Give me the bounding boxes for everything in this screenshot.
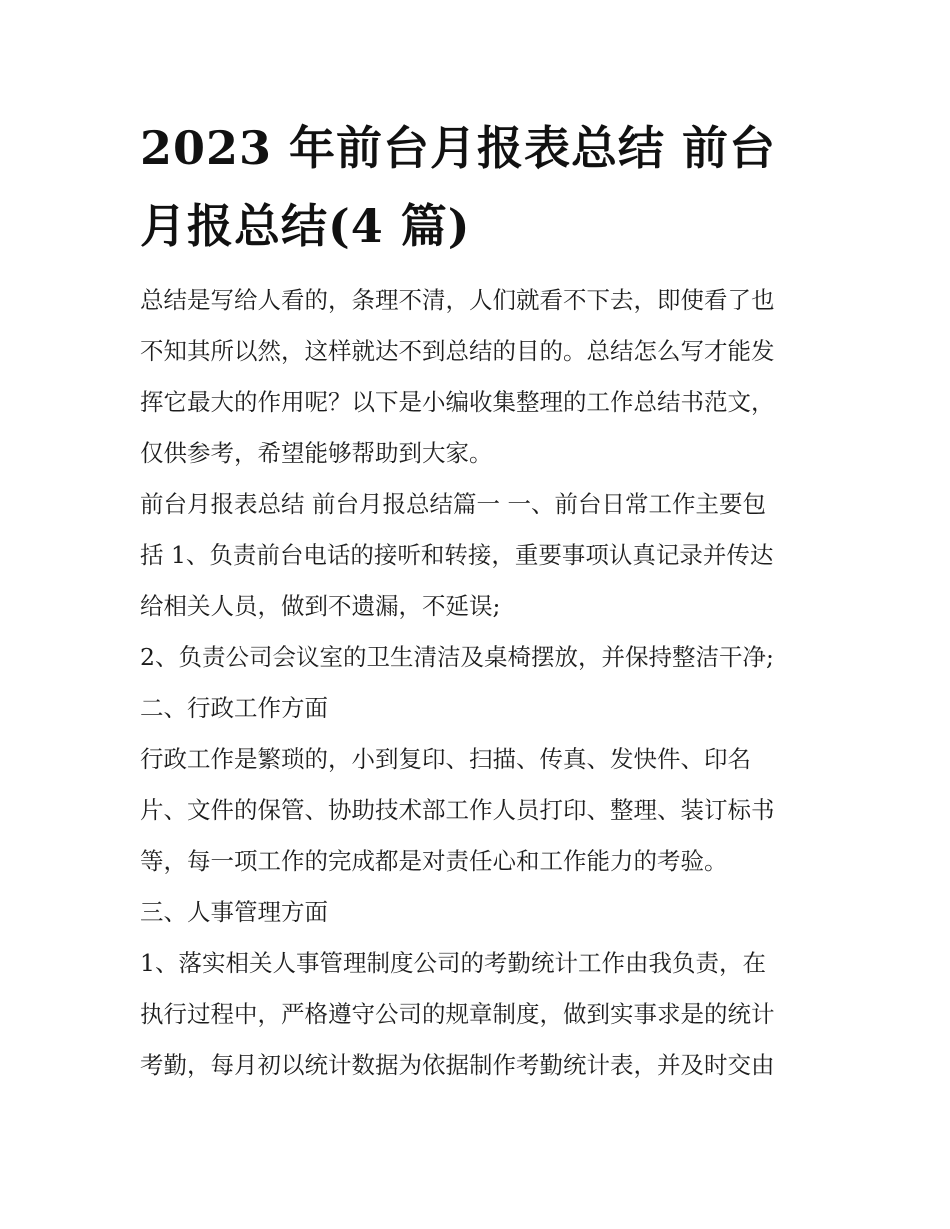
body-line-6: 括 1、负责前台电话的接听和转接，重要事项认真记录并传达: [140, 541, 774, 569]
body-line-10: 行政工作是繁琐的，小到复印、扫描、传真、发快件、印名: [140, 745, 751, 773]
body-line-8: 2、负责公司会议室的卫生清洁及桌椅摆放，并保持整洁干净;: [140, 643, 774, 671]
document-title-line-2: 月报总结(4 篇): [140, 199, 471, 253]
body-line-1: 总结是写给人看的，条理不清，人们就看不下去，即使看了也: [140, 286, 775, 314]
body-line-3: 挥它最大的作用呢？以下是小编收集整理的工作总结书范文，: [140, 388, 775, 416]
body-line-4: 仅供参考，希望能够帮助到大家。: [140, 439, 493, 467]
body-line-12: 等，每一项工作的完成都是对责任心和工作能力的考验。: [140, 847, 728, 875]
section-heading-admin: 二、行政工作方面: [140, 694, 328, 722]
body-line-5: 前台月报表总结 前台月报总结篇一 一、前台日常工作主要包: [140, 490, 766, 518]
document-title-line-1: 2023 年前台月报表总结 前台: [140, 121, 777, 175]
body-line-2: 不知其所以然，这样就达不到总结的目的。总结怎么写才能发: [140, 337, 775, 365]
body-line-11: 片、文件的保管、协助技术部工作人员打印、整理、装订标书: [140, 796, 775, 824]
body-line-15: 执行过程中，严格遵守公司的规章制度，做到实事求是的统计: [140, 1000, 775, 1028]
body-line-14: 1、落实相关人事管理制度公司的考勤统计工作由我负责，在: [140, 949, 766, 977]
section-heading-hr: 三、人事管理方面: [140, 898, 328, 926]
body-line-7: 给相关人员，做到不遗漏，不延误;: [140, 592, 501, 620]
body-line-16: 考勤，每月初以统计数据为依据制作考勤统计表，并及时交由: [140, 1051, 775, 1079]
